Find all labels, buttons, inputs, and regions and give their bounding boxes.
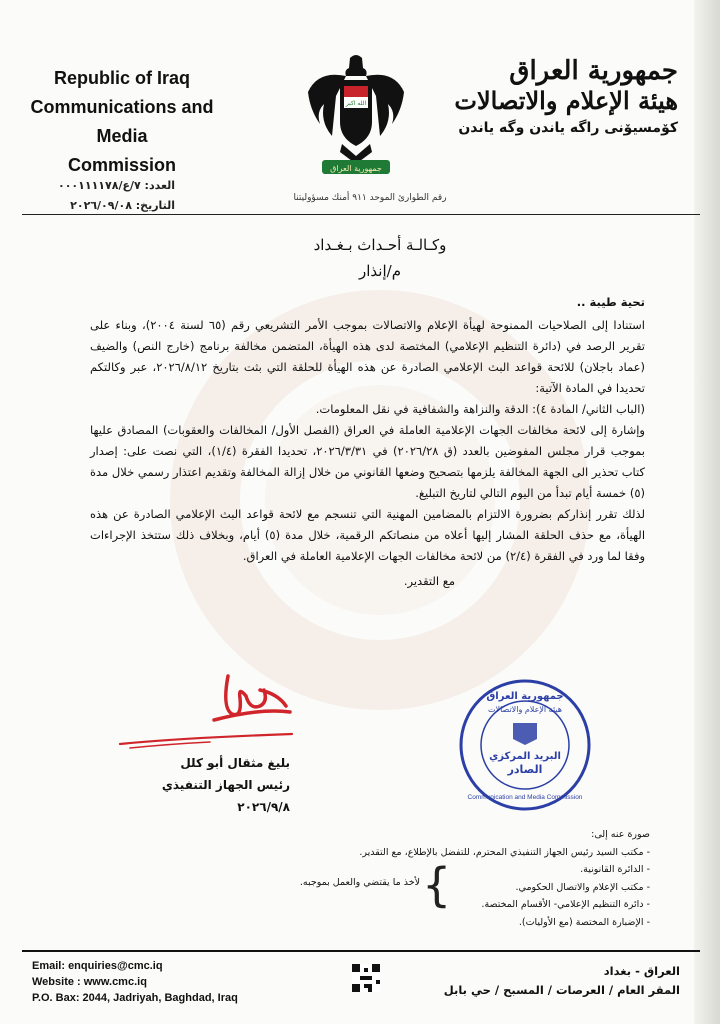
addressee-name: وكـالـة أحـداث بـغـداد bbox=[313, 236, 447, 254]
stamp-top-text: جمهورية العراق bbox=[486, 691, 564, 702]
english-head-line-2: Communications and Media bbox=[30, 97, 214, 146]
copies-heading: صورة عنه إلى: bbox=[591, 829, 650, 840]
footer-english bbox=[32, 958, 238, 1006]
body-paragraph: (الباب الثاني/ المادة ٤): الدقة والنزاهة والشفافية في نقل المعلومات. bbox=[315, 402, 645, 416]
kurdish-head-line: كۆمسیۆنی راگه یاندن وگه یاندن bbox=[458, 120, 678, 136]
copies-grouped-note: لأخذ ما يقتضي والعمل بموجبه. bbox=[299, 877, 420, 888]
iraq-eagle-emblem-icon bbox=[306, 52, 406, 182]
copy-item: - دائرة التنظيم الإعلامي- الأقسام المختصة. bbox=[481, 899, 650, 910]
footer-arabic-city: العراق - بغداد bbox=[603, 964, 680, 978]
greeting: تحية طيبة .. bbox=[576, 295, 645, 309]
signer-name: بليغ مثقال أبو كلل bbox=[180, 756, 290, 770]
qr-code-icon bbox=[352, 964, 380, 992]
addressee-block bbox=[250, 232, 510, 284]
footer-address: P.O. Bax: 2044, Jadriyah, Baghdad, Iraq bbox=[32, 992, 238, 1004]
stamp-center-line-2: الصادر bbox=[507, 763, 543, 776]
body-paragraph: لذلك تقرر إنذاركم بضرورة الالتزام بالمضامين المهنية التي تنسجم مع لائحة قواعد البث الإعلامي الصادرة عن هذه الهيأة، مع حذف الحلقة المشار إليها أعلاه من منصاتكم الرقمية، خلال مدة (٥) أيام، وبخلاف ذلك ستتخذ الإجراءات وفقا لما ورد في الفقرة (٢/٤) من لائحة مخالفات الجهات الإعلامية العاملة في العراق. bbox=[90, 507, 646, 563]
arabic-head-line-2: هيئة الإعلام والاتصالات bbox=[454, 86, 678, 115]
copy-item: - مكتب الإعلام والاتصال الحكومي. bbox=[515, 881, 650, 893]
reference-date: التاريخ: ٢٠٢٦/٠٩/٠٨ bbox=[70, 199, 176, 212]
page-edge-shadow bbox=[694, 0, 720, 1024]
letter-body bbox=[90, 292, 645, 592]
reference-block bbox=[58, 176, 175, 216]
footer-email: Email: enquiries@cmc.iq bbox=[32, 960, 163, 972]
copy-item: - الإضبارة المختصة (مع الأوليات). bbox=[518, 916, 650, 928]
english-letterhead bbox=[22, 64, 222, 180]
stamp-center-line-1: البريد المركزي bbox=[489, 751, 561, 762]
subject-line: م/إنذار bbox=[359, 262, 401, 280]
english-head-line-1: Republic of Iraq bbox=[53, 68, 190, 88]
body-paragraph: استنادا إلى الصلاحيات الممنوحة لهيأة الإعلام والاتصالات بموجب الأمر التشريعي رقم (٦٥ لسنة ٢٠٠٤)، وبناء على تقرير الرصد في (دائرة التنظيم الإعلامي) المختصة لدى هذه الهيأة، المتضمن مخالفة برنامج (خارج النص) والضيف (عماد باجلان) للائحة قواعد البث الإعلامي الصادرة عن هذه الهيأة للحلقة التي بثت بتاريخ ٢٠٢٦/٨/١٢، عبر وكالتكم تحديدا في المادة الآتية: bbox=[90, 318, 646, 395]
copy-item: - الدائرة القانونية. bbox=[580, 864, 650, 875]
official-stamp bbox=[457, 677, 593, 813]
svg-text:الله اكبر: الله اكبر bbox=[345, 100, 367, 107]
stamp-org-text: هيئة الإعلام والاتصالات bbox=[487, 705, 563, 714]
closing-line: مع التقدير. bbox=[403, 574, 455, 588]
copy-item: - مكتب السيد رئيس الجهاز التنفيذي المحترم، للتفضل بالإطلاع، مع التقدير. bbox=[359, 846, 650, 858]
signer-block bbox=[150, 752, 290, 818]
header-divider bbox=[22, 214, 700, 215]
footer-arabic bbox=[440, 962, 680, 1000]
stamp-english-text: Communication and Media Commission bbox=[467, 794, 583, 801]
signer-title: رئيس الجهاز التنفيذي bbox=[161, 778, 290, 792]
body-paragraph: وإشارة إلى لائحة مخالفات الجهات الإعلامية العاملة في العراق (الفصل الأول/ المخالفات والعقوبات) المصادق عليها بموجب قرار مجلس المفوضين بالعدد (ق ٢٠٢٦/٢٨) في ٢٠٢٦/٣/٣١، تحديدا الفقرة (١/٤)، التي نصت على: إصدار كتاب تحذير الى الجهة المخالفة يلزمها بتصحيح وضعها القانوني من خلال إزالة المخالفة وتقديم اعتذار رسمي خلال مدة (٥) خمسة أيام تبدأ من اليوم التالي لتاريخ التبليغ. bbox=[90, 423, 645, 500]
footer-divider bbox=[22, 950, 700, 952]
handwritten-signature bbox=[110, 668, 300, 753]
reference-number: العدد: ٧/ع/٠٠٠١١١١٧٨ bbox=[58, 179, 176, 192]
signature-date: ٢٠٢٦/٩/٨ bbox=[237, 800, 290, 814]
emblem-banner-text: جمهورية العراق bbox=[330, 164, 382, 173]
grouping-brace: { bbox=[422, 858, 452, 912]
emergency-hotline: رقم الطوارئ الموحد ٩١١ أمنك مسؤوليتنا bbox=[293, 193, 447, 203]
arabic-letterhead bbox=[428, 56, 678, 140]
footer-website: Website : www.cmc.iq bbox=[32, 976, 147, 988]
english-head-line-3: Commission bbox=[67, 155, 177, 175]
footer-arabic-address: المقر العام / العرصات / المسبح / حي بابل bbox=[443, 983, 680, 997]
arabic-head-line-1: جمهورية العراق bbox=[509, 56, 678, 86]
